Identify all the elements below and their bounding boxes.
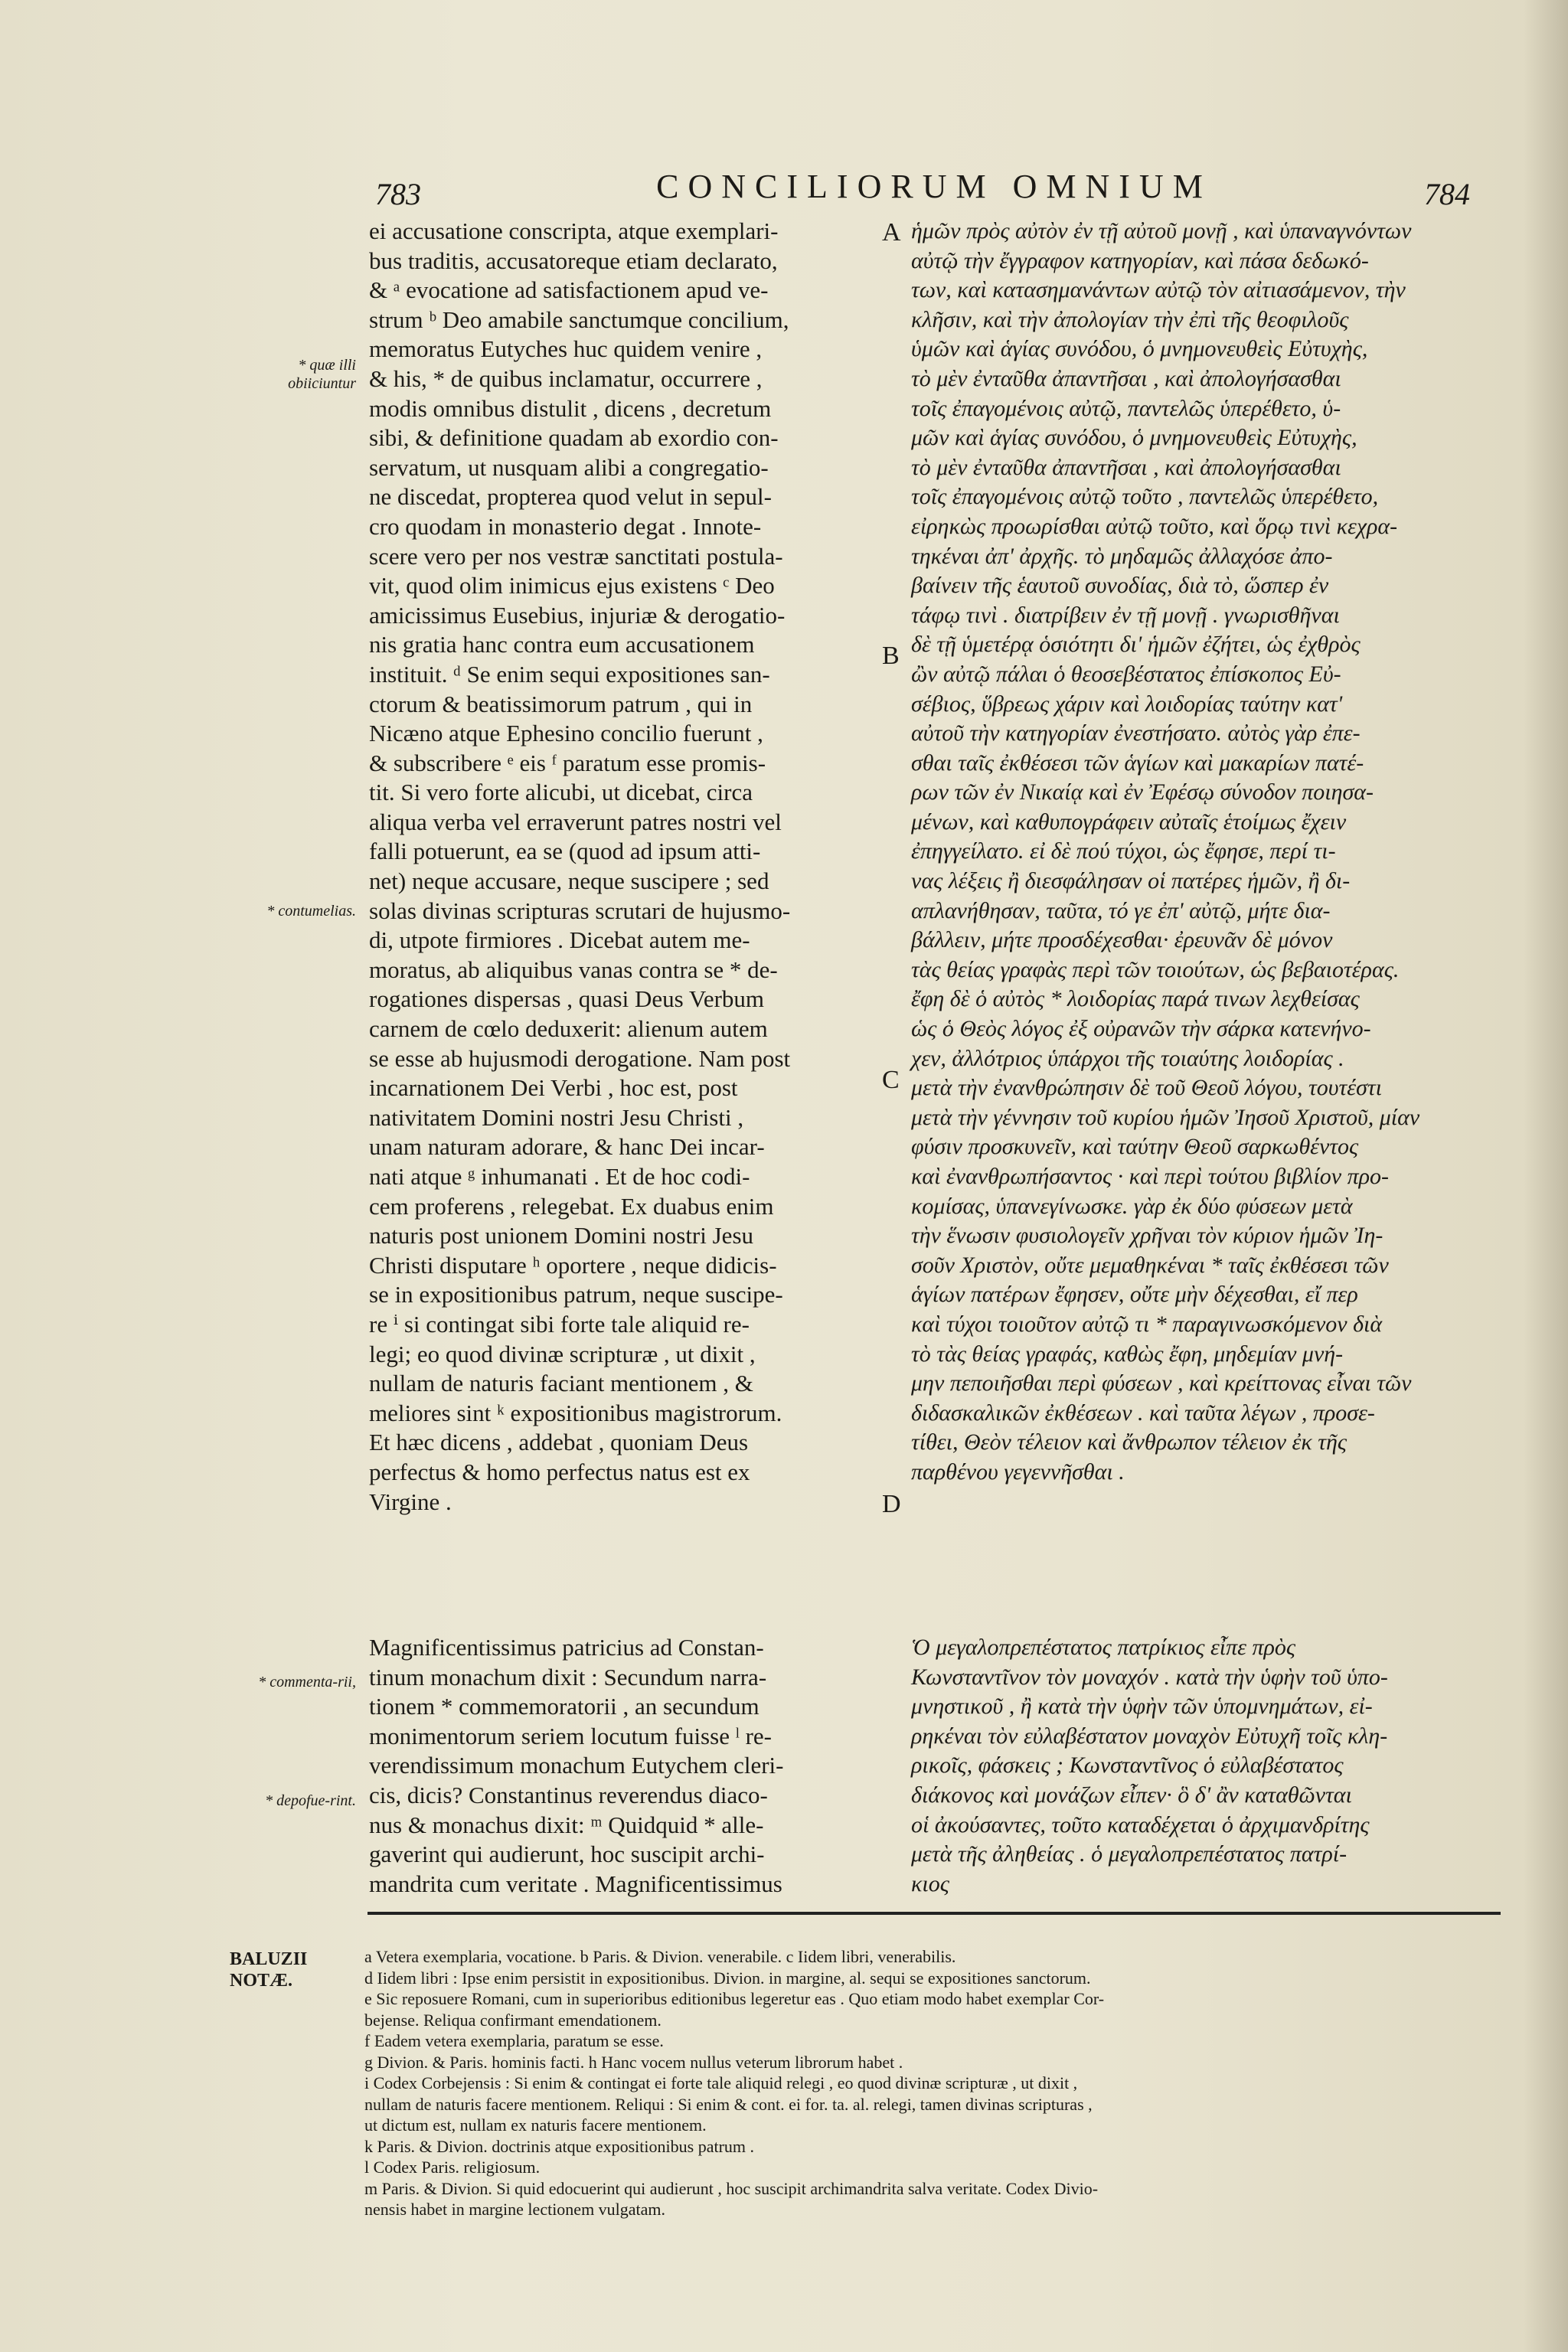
latin-text-line: vit, quod olim inimicus ejus existens ᶜ Deo — [369, 572, 775, 599]
latin-text-line: memoratus Eutyches huc quidem venire , — [369, 335, 763, 363]
latin-text-line: nullam de naturis faciant mentionem , & — [369, 1370, 753, 1397]
latin-text-line: tinum monachum dixit : Secundum narra- — [369, 1663, 767, 1690]
greek-text-line: τὴν ἕνωσιν φυσιολογεῖν χρῆναι τὸν κύριον ἡμῶν Ἰη- — [911, 1223, 1383, 1249]
greek-text-line: ρικοῖς, φάσκεις ; Κωνσταντῖνος ὁ εὐλαβέστατος — [911, 1753, 1344, 1779]
greek-text-line: τάφῳ τινὶ . διατρίβειν ἐν τῇ μονῇ . γνωρισθῆναι — [911, 602, 1340, 628]
latin-text-line: bus traditis, accusatoreque etiam declarato, — [369, 247, 778, 274]
greek-text-line: καὶ τύχοι τοιοῦτον αὐτῷ τι * παραγινωσκόμενον διὰ — [911, 1311, 1383, 1337]
greek-text-line: καὶ ἐνανθρωπήσαντος · καὶ περὶ τούτου βιβλίον προ- — [911, 1164, 1390, 1189]
latin-text-line: nis gratia hanc contra eum accusationem — [369, 631, 755, 658]
section-marker-b: B — [882, 642, 900, 670]
latin-text-line: Virgine . — [369, 1488, 452, 1515]
latin-text-line: legi; eo quod divinæ scripturæ , ut dixit , — [369, 1340, 756, 1367]
latin-text-line: & his, * de quibus inclamatur, occurrere , — [369, 364, 763, 392]
greek-text-line: κλῆσιν, καὶ τὴν ἀπολογίαν τὴν ἐπὶ τῆς θεοφιλοῦς — [911, 306, 1349, 332]
latin-text-line: scere vero per nos vestræ sanctitati postula- — [369, 542, 783, 570]
footnote-line: d Iidem libri : Ipse enim persistit in expositionibus. Divion. in margine, al. sequi se expositiones sanctorum. — [364, 1968, 1091, 1988]
latin-text-line: carnem de cœlo deduxerit: alienum autem — [369, 1015, 768, 1043]
greek-text-line: νας λέξεις ἢ διεσφάλησαν οἱ πατέρες ἡμῶν, ἢ δι- — [911, 868, 1351, 894]
greek-column-upper — [911, 217, 1493, 1488]
greek-text-line: τὰς θείας γραφὰς περὶ τῶν τοιούτων, ὡς βεβαιοτέρας. — [911, 956, 1400, 982]
footnote-line: g Divion. & Paris. hominis facti. h Hanc vocem nullus veterum librorum habet . — [364, 2052, 903, 2072]
latin-text-line: nati atque ᵍ inhumanati . Et de hoc codi- — [369, 1163, 750, 1190]
latin-text-line: cem proferens , relegebat. Ex duabus enim — [369, 1192, 774, 1220]
greek-text-line: τὸ μὲν ἐνταῦθα ἀπαντῆσαι , καὶ ἀπολογήσασθαι — [911, 454, 1341, 480]
greek-text-line: σοῦν Χριστὸν, οὔτε μεμαθηκέναι * ταῖς ἐκθέσεσι τῶν — [911, 1252, 1389, 1278]
latin-text-line: unam naturam adorare, & hanc Dei incar- — [369, 1133, 765, 1161]
section-marker-a: A — [882, 218, 901, 247]
latin-text-line: amicissimus Eusebius, injuriæ & derogatio- — [369, 601, 786, 629]
greek-text-line: απλανήθησαν, ταῦτα, τό γε ἐπ' αὐτῷ, μήτε δια- — [911, 897, 1331, 923]
footnote-line: a Vetera exemplaria, vocatione. b Paris. & Divion. venerabile. c Iidem libri, venerabilis. — [364, 1947, 956, 1966]
footnote-line: m Paris. & Divion. Si quid edocuerint qui audierunt , hoc suscipit archimandrita salva veritate. Codex Divio- — [364, 2178, 1099, 2198]
greek-text-line: ὢν αὐτῷ πάλαι ὁ θεοσεβέστατος ἐπίσκοπος Εὐ- — [911, 661, 1341, 687]
latin-text-line: cis, dicis? Constantinus reverendus diaco- — [369, 1781, 768, 1808]
latin-text-line: naturis post unionem Domini nostri Jesu — [369, 1222, 754, 1250]
latin-text-line: ctorum & beatissimorum patrum , qui in — [369, 690, 753, 717]
latin-text-line: incarnationem Dei Verbi , hoc est, post — [369, 1074, 738, 1102]
footnote-line: bejense. Reliqua confirmant emendationem. — [364, 2010, 662, 2030]
sidenote-1: * quæ illi obiiciuntur — [288, 357, 356, 392]
footnote-line: f Eadem vetera exemplaria, paratum se esse. — [364, 2031, 664, 2050]
footnote-line: i Codex Corbejensis : Si enim & contingat ei forte tale aliquid relegi , eo quod divinæ scripturæ , ut dixit , — [364, 2073, 1078, 2092]
greek-text-line: τὸ μὲν ἐνταῦθα ἀπαντῆσαι , καὶ ἀπολογήσασθαι — [911, 365, 1341, 391]
greek-text-line: αὐτοῦ τὴν κατηγορίαν ἐνεστήσατο. αὐτὸς γὰρ ἐπε- — [911, 720, 1361, 746]
page-number-right: 784 — [1424, 177, 1470, 211]
greek-text-line: ρων τῶν ἐν Νικαίᾳ καὶ ἐν Ἐφέσῳ σύνοδον ποιησα- — [911, 779, 1374, 805]
sidenote-2: * contumelias. — [266, 903, 356, 920]
greek-text-line: ἐπηγγείλατο. εἰ δὲ πού τύχοι, ὡς ἔφησε, περί τι- — [911, 838, 1336, 864]
latin-text-line: tit. Si vero forte alicubi, ut dicebat, circa — [369, 779, 753, 806]
latin-text-line: sibi, & definitione quadam ab exordio con- — [369, 424, 779, 452]
greek-text-line: ρηκέναι τὸν εὐλαβέστατον μοναχὸν Εὐτυχῆ τοῖς κλη- — [911, 1723, 1388, 1749]
greek-text-line: των, καὶ κατασημανάντων αὐτῷ τὸν αἰτιασάμενον, τὴν — [911, 277, 1406, 303]
latin-text-line: re ⁱ si contingat sibi forte tale aliquid re- — [369, 1310, 750, 1338]
latin-column-upper — [369, 217, 874, 1517]
latin-text-line: servatum, ut nusquam alibi a congregatio- — [369, 453, 769, 481]
latin-text-line: perfectus & homo perfectus natus est ex — [369, 1458, 750, 1485]
greek-text-line: Ὁ μεγαλοπρεπέστατος πατρίκιος εἶπε πρὸς — [911, 1635, 1296, 1660]
greek-text-line: βάλλειν, μήτε προσδέχεσθαι· ἐρευνᾶν δὲ μόνον — [911, 927, 1333, 953]
greek-text-line: βαίνειν τῆς ἑαυτοῦ συνοδίας, διὰ τὸ, ὥσπερ ἐν — [911, 573, 1329, 599]
greek-text-line: μετὰ τὴν ἐνανθρώπησιν δὲ τοῦ Θεοῦ λόγου, τουτέστι — [911, 1075, 1382, 1101]
sidenote-3: * commenta-rii, — [258, 1674, 356, 1690]
footnote-line: k Paris. & Divion. doctrinis atque expositionibus patrum . — [364, 2136, 755, 2156]
latin-text-line: ei accusatione conscripta, atque exemplari- — [369, 217, 779, 244]
greek-text-line: ὡς ὁ Θεὸς λόγος ἐξ οὐρανῶν τὴν σάρκα κατενήνο- — [911, 1016, 1371, 1042]
greek-text-line: παρθένου γεγεννῆσθαι . — [911, 1459, 1125, 1485]
latin-text-line: rogationes dispersas , quasi Deus Verbum — [369, 985, 765, 1013]
greek-text-line: ἔφη δὲ ὁ αὐτὸς * λοιδορίας παρά τινων λεχθείσας — [911, 986, 1360, 1012]
notes-label-line-2: NOTÆ. — [230, 1971, 293, 1991]
latin-text-line: se esse ab hujusmodi derogatione. Nam post — [369, 1044, 791, 1072]
footnote-line: nensis habet in margine lectionem vulgatam. — [364, 2200, 666, 2219]
footnote-line: l Codex Paris. religiosum. — [364, 2158, 541, 2177]
latin-text-line: moratus, ab aliquibus vanas contra se * de- — [369, 956, 778, 983]
page-edge-shadow — [1524, 0, 1568, 2352]
greek-text-line: οἱ ἀκούσαντες, τοῦτο καταδέχεται ὁ ἀρχιμανδρίτης — [911, 1811, 1370, 1838]
latin-text-line: gaverint qui audierunt, hoc suscipit archi- — [369, 1841, 765, 1868]
greek-text-line: μην πεποιῆσθαι περὶ φύσεων , καὶ κρείττονας εἶναι τῶν — [911, 1370, 1412, 1396]
greek-text-line: ἡμῶν πρὸς αὐτὸν ἐν τῇ αὐτοῦ μονῇ , καὶ ὑπαναγνόντων — [911, 218, 1412, 243]
latin-text-line: solas divinas scripturas scrutari de hujusmo- — [369, 897, 791, 924]
greek-text-line: δὲ τῇ ὑμετέρᾳ ὁσιότητι δι' ἡμῶν ἐζήτει, ὡς ἐχθρὸς — [911, 632, 1361, 658]
greek-text-line: σθαι ταῖς ἐκθέσεσι τῶν ἁγίων καὶ μακαρίων πατέ- — [911, 750, 1364, 776]
latin-text-line: verendissimum monachum Eutychem cleri- — [369, 1752, 784, 1779]
notes-label — [230, 1949, 307, 1991]
greek-text-line: τὸ τὰς θείας γραφάς, καθὼς ἔφη, μηδεμίαν μνή- — [911, 1341, 1344, 1367]
latin-text-line: & subscribere ᵉ eis ᶠ paratum esse promis- — [369, 749, 766, 776]
latin-text-line: aliqua verba vel erraverunt patres nostri vel — [369, 808, 782, 835]
latin-text-line: modis omnibus distulit , dicens , decretum — [369, 394, 772, 422]
greek-text-line: μῶν καὶ ἁγίας συνόδου, ὁ μνημονευθεὶς Εὐτυχὴς, — [911, 425, 1357, 451]
latin-text-line: & ᵃ evocatione ad satisfactionem apud ve- — [369, 276, 769, 304]
greek-text-line: ἁγίων πατέρων ἔφησεν, οὔτε μὴν δέχεσθαι, εἴ περ — [911, 1282, 1358, 1308]
greek-text-line: τοῖς ἐπαγομένοις αὐτῷ, παντελῶς ὑπερέθετο, ὑ- — [911, 395, 1341, 421]
running-head: CONCILIORUM OMNIUM — [656, 168, 1212, 205]
latin-text-line: ne discedat, propterea quod velut in sepul- — [369, 483, 772, 511]
notes-label-line-1: BALUZII — [230, 1949, 308, 1969]
greek-text-line: φύσιν προσκυνεῖν, καὶ ταύτην Θεοῦ σαρκωθέντος — [911, 1134, 1359, 1160]
latin-text-line: monimentorum seriem locutum fuisse ˡ re- — [369, 1722, 773, 1749]
footnotes — [364, 1946, 1498, 2220]
page-number-left: 783 — [375, 177, 421, 211]
latin-text-line: Magnificentissimus patricius ad Constan- — [369, 1634, 764, 1661]
greek-text-line: εἰρηκὼς προωρίσθαι αὐτῷ τοῦτο, καὶ ὅρῳ τινὶ κεχρα- — [911, 513, 1398, 539]
greek-text-line: σέβιος, ὕβρεως χάριν καὶ λοιδορίας ταύτην κατ' — [911, 691, 1343, 717]
greek-text-line: μετὰ τῆς ἀληθείας . ὁ μεγαλοπρεπέστατος πατρί- — [911, 1841, 1348, 1867]
sidenote-4: * depofue-rint. — [265, 1792, 356, 1809]
latin-text-line: net) neque accusare, neque suscipere ; sed — [369, 867, 769, 895]
latin-text-line: cro quodam in monasterio degat . Innote- — [369, 512, 762, 540]
latin-column-lower — [369, 1633, 874, 1899]
footnote-line: ut dictum est, nullam ex naturis facere mentionem. — [364, 2115, 707, 2135]
latin-text-line: nus & monachus dixit: ᵐ Quidquid * alle- — [369, 1811, 764, 1838]
greek-text-line: κιος — [911, 1870, 949, 1896]
greek-text-line: ὑμῶν καὶ ἁγίας συνόδου, ὁ μνημονευθεὶς Εὐτυχὴς, — [911, 336, 1368, 362]
latin-text-line: meliores sint ᵏ expositionibus magistrorum. — [369, 1399, 782, 1426]
latin-text-line: falli potuerunt, ea se (quod ad ipsum atti- — [369, 838, 761, 865]
greek-text-line: αὐτῷ τὴν ἔγγραφον κατηγορίαν, καὶ πάσα δεδωκό- — [911, 247, 1369, 273]
latin-text-line: se in expositionibus patrum, neque suscipe- — [369, 1281, 783, 1308]
latin-text-line: Et hæc dicens , addebat , quoniam Deus — [369, 1429, 749, 1456]
latin-text-line: nativitatem Domini nostri Jesu Christi , — [369, 1103, 744, 1131]
greek-text-line: κομίσας, ὑπανεγίνωσκε. γὰρ ἐκ δύο φύσεων μετὰ — [911, 1193, 1353, 1219]
greek-text-line: τοῖς ἐπαγομένοις αὐτῷ τοῦτο , παντελῶς ὑπερέθετο, — [911, 484, 1379, 510]
footnote-rule — [368, 1912, 1501, 1915]
latin-text-line: tionem * commemoratorii , an secundum — [369, 1693, 760, 1720]
latin-text-line: instituit. ᵈ Se enim sequi expositiones san- — [369, 660, 770, 688]
footnote-line: nullam de naturis facere mentionem. Reliqui : Si enim & cont. ei for. ta. al. relegi, tamen divinas scripturas , — [364, 2094, 1093, 2114]
greek-text-line: διάκονος καὶ μονάζων εἶπεν· ὃ δ' ἂν καταθῶνται — [911, 1782, 1352, 1808]
greek-text-line: χεν, ἀλλότριος ὑπάρχοι τῆς τοιαύτης λοιδορίας . — [911, 1045, 1344, 1071]
greek-text-line: Κωνσταντῖνον τὸν μοναχόν . κατὰ τὴν ὑφὴν τοῦ ὑπο- — [911, 1664, 1388, 1690]
section-marker-d: D — [882, 1490, 901, 1518]
greek-text-line: τηκέναι ἀπ' ἀρχῆς. τὸ μηδαμῶς ἀλλαχόσε ἀπο- — [911, 543, 1333, 569]
greek-text-line: μνηστικοῦ , ἢ κατὰ τὴν ὑφὴν τῶν ὑπομνημάτων, εἰ- — [911, 1694, 1373, 1720]
footnote-line: e Sic reposuere Romani, cum in superioribus editionibus legeretur eas . Quo etiam modo habet exemplar Cor- — [364, 1989, 1105, 2008]
latin-text-line: Nicæno atque Ephesino concilio fuerunt , — [369, 720, 763, 747]
section-marker-c: C — [882, 1066, 900, 1094]
greek-text-line: τίθει, Θεὸν τέλειον καὶ ἄνθρωπον τέλειον ἐκ τῆς — [911, 1429, 1348, 1455]
greek-text-line: μένων, καὶ καθυπογράφειν αὐταῖς ἑτοίμως ἔχειν — [911, 808, 1347, 835]
latin-text-line: strum ᵇ Deo amabile sanctumque concilium, — [369, 305, 789, 333]
greek-column-lower — [911, 1633, 1493, 1899]
latin-text-line: mandrita cum veritate . Magnificentissimus — [369, 1870, 782, 1897]
latin-text-line: di, utpote firmiores . Dicebat autem me- — [369, 926, 750, 954]
greek-text-line: διδασκαλικῶν ἐκθέσεων . καὶ ταῦτα λέγων , προσε- — [911, 1400, 1375, 1426]
latin-text-line: Christi disputare ʰ oportere , neque didicis- — [369, 1251, 777, 1279]
greek-text-line: μετὰ τὴν γέννησιν τοῦ κυρίου ἡμῶν Ἰησοῦ Χριστοῦ, μίαν — [911, 1104, 1420, 1130]
